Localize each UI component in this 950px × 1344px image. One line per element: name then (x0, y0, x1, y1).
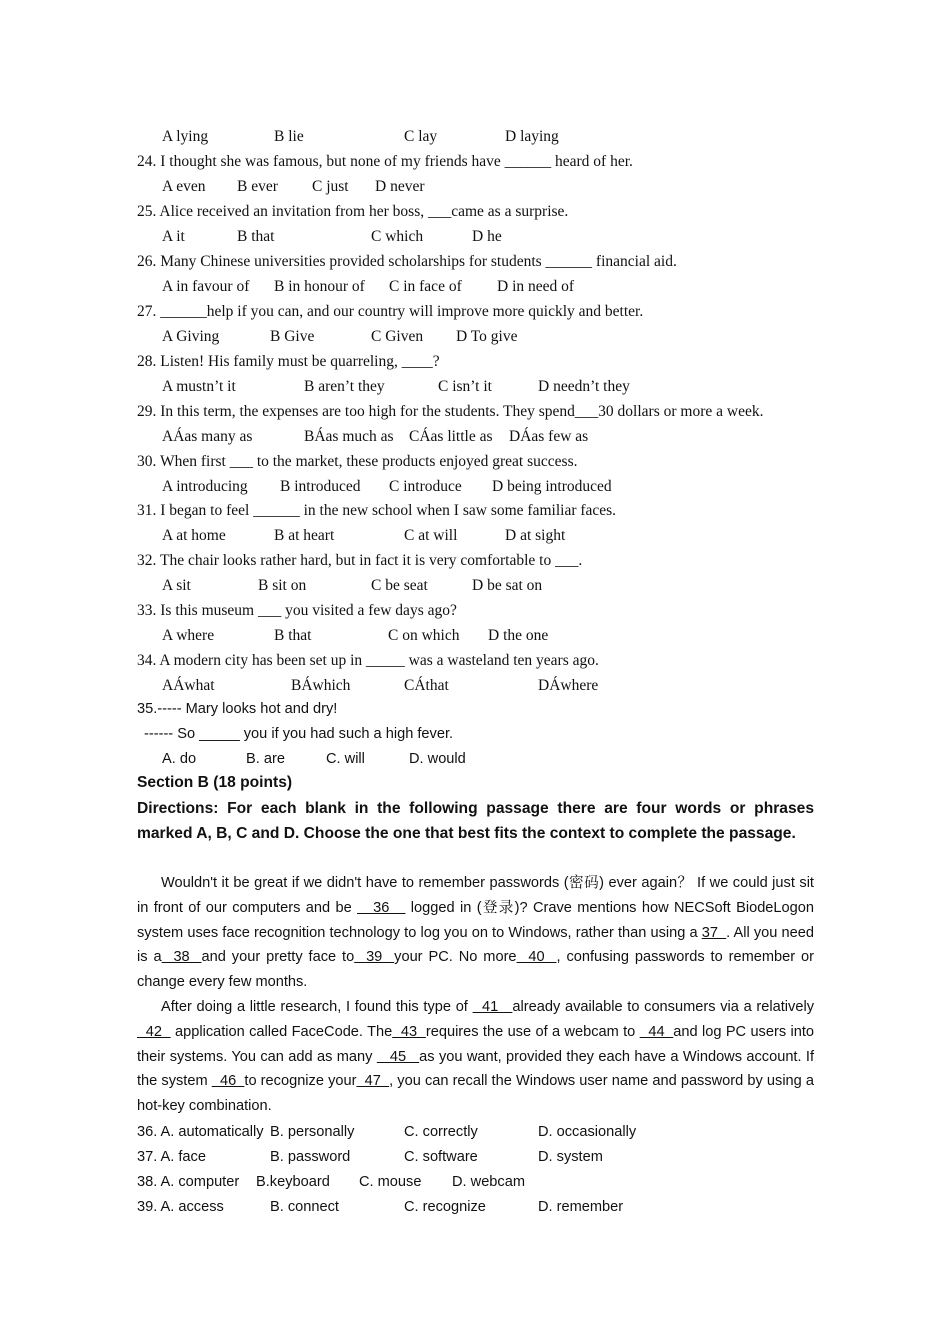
option-d: D the one (488, 627, 549, 644)
option-d: D be sat on (472, 577, 543, 594)
option-a: A where (162, 627, 215, 644)
question-stem: 24. I thought she was famous, but none of my friends have ______ heard of her. (137, 153, 633, 170)
option-a: A even (162, 178, 206, 195)
option-c: C. recognize (404, 1199, 486, 1215)
blank-45: 45 (376, 1048, 420, 1065)
option-d: D needn’t they (538, 378, 630, 395)
option-b: BÁas much as (304, 428, 394, 445)
section-title: Section B (18 points) (137, 774, 293, 791)
option-c: C. correctly (404, 1124, 478, 1140)
option-b: B that (237, 228, 275, 245)
question-stem: 35.----- Mary looks hot and dry! (137, 701, 338, 717)
option-b: B sit on (258, 577, 307, 594)
passage-text: to recognize your (244, 1073, 357, 1090)
option-b: B Give (270, 328, 315, 345)
option-a: 37. A. face (137, 1149, 206, 1165)
option-d: D in need of (497, 278, 575, 295)
question-stem: 30. When first ___ to the market, these products enjoyed great success. (137, 453, 578, 470)
option-a: 38. A. computer (137, 1174, 240, 1190)
option-d: D at sight (505, 527, 566, 544)
option-a: A sit (162, 577, 191, 594)
passage-text: Wouldn't it be great if we didn't have to remember passwords (密码) ever again？ If we could just sit in front of our computers and be (137, 875, 814, 916)
option-d: D. webcam (452, 1174, 525, 1190)
option-c: CÁthat (404, 677, 449, 694)
passage-text: and log PC users into their systems. You can add as many (137, 1023, 815, 1065)
option-a: 36. A. automatically (137, 1124, 264, 1140)
passage-paragraph-2 (137, 995, 814, 1119)
option-d: DÁwhere (538, 677, 599, 694)
passage-paragraph-1 (137, 871, 814, 995)
passage-text: as you want, provided they each have a Windows account. If the system (137, 1048, 815, 1090)
option-c: C lay (404, 128, 438, 145)
passage-text: . All you need is a (137, 924, 814, 966)
question-stem: 26. Many Chinese universities provided scholarships for students ______ financial aid. (137, 253, 677, 270)
option-d: D laying (505, 128, 559, 145)
option-b: B. password (270, 1149, 351, 1165)
option-a: A introducing (162, 478, 248, 495)
option-b: B that (274, 627, 312, 644)
blank-47: 47 (356, 1073, 390, 1090)
question-stem: 33. Is this museum ___ you visited a few days ago? (137, 602, 457, 619)
option-b: B. personally (270, 1124, 355, 1140)
blank-44: 44 (639, 1023, 674, 1040)
option-d: D never (375, 178, 425, 195)
option-a: A it (162, 228, 185, 245)
option-a: A in favour of (162, 278, 250, 295)
passage-text: and your pretty face to (201, 949, 355, 966)
option-b: B.keyboard (256, 1174, 330, 1190)
option-b: BÁwhich (291, 677, 351, 694)
option-d: DÁas few as (509, 428, 589, 445)
option-a: A at home (162, 527, 226, 544)
question-stem: 34. A modern city has been set up in _____ was a wasteland ten years ago. (137, 652, 599, 669)
blank-46: 46 (211, 1073, 245, 1090)
passage-text: , you can recall the Windows user name and password by using a hot-key combination. (137, 1073, 815, 1115)
section-directions: Directions: For each blank in the following passage there are four words or phrases marked A, B, C and D. Choose the one that best fits the context to complete the passage. (137, 800, 814, 842)
option-b: B introduced (280, 478, 361, 495)
passage-text: , confusing passwords to remember or change every few months. (137, 949, 815, 991)
option-a: AÁwhat (162, 677, 215, 694)
question-stem: 29. In this term, the expenses are too high for the students. They spend___30 dollars or more a week. (137, 403, 764, 420)
question-stem-reply: ------ So _____ you if you had such a high fever. (144, 726, 454, 742)
option-c: C in face of (389, 278, 462, 295)
option-d: D. would (409, 751, 466, 767)
blank-36: 36 (357, 899, 406, 916)
passage-text: After doing a little research, I found this type of (161, 999, 473, 1015)
option-c: C. mouse (359, 1174, 422, 1190)
option-c: C introduce (389, 478, 462, 495)
blank-38: 38 (161, 949, 202, 966)
passage-text: requires the use of a webcam to (425, 1023, 640, 1040)
option-d: D. remember (538, 1199, 624, 1215)
question-stem: 28. Listen! His family must be quarreling, ____? (137, 353, 440, 370)
passage-text: your PC. No more (394, 949, 517, 966)
blank-43: 43 (392, 1023, 426, 1040)
option-d: D being introduced (492, 478, 612, 495)
option-c: C just (312, 178, 349, 195)
option-b: B aren’t they (304, 378, 385, 395)
option-c: C at will (404, 527, 458, 544)
blank-40: 40 (516, 949, 557, 966)
blank-42: 42 (137, 1023, 171, 1040)
blank-37: 37 (701, 924, 727, 941)
option-b: B ever (237, 178, 278, 195)
blank-41: 41 (472, 999, 513, 1015)
option-b: B at heart (274, 527, 335, 544)
option-c: C be seat (371, 577, 428, 594)
option-c: C. software (404, 1149, 478, 1165)
question-stem: 27. ______help if you can, and our country will improve more quickly and better. (137, 303, 644, 320)
passage-text: already available to consumers via a relatively (512, 999, 815, 1015)
option-a: A Giving (162, 328, 220, 345)
option-c: C. will (326, 751, 365, 767)
question-stem: 31. I began to feel ______ in the new school when I saw some familiar faces. (137, 502, 617, 519)
option-b: B. connect (270, 1199, 339, 1215)
option-d: D To give (456, 328, 518, 345)
option-d: D. occasionally (538, 1124, 637, 1140)
option-c: C isn’t it (438, 378, 492, 395)
option-c: C on which (388, 627, 460, 644)
option-a: A. do (162, 751, 197, 767)
option-a: A lying (162, 128, 209, 145)
option-a: A mustn’t it (162, 378, 236, 395)
option-d: D. system (538, 1149, 603, 1165)
blank-39: 39 (354, 949, 395, 966)
passage-text: application called FaceCode. The (170, 1023, 393, 1040)
option-c: CÁas little as (409, 428, 493, 445)
option-a: AÁas many as (162, 428, 253, 445)
question-stem: 25. Alice received an invitation from her boss, ___came as a surprise. (137, 203, 569, 220)
option-a: 39. A. access (137, 1199, 224, 1215)
option-c: C which (371, 228, 424, 245)
option-d: D he (472, 228, 502, 245)
question-stem: 32. The chair looks rather hard, but in fact it is very comfortable to ___. (137, 552, 583, 569)
passage-text: logged in (登录)? Crave mentions how NECSoft BiodeLogon system uses face recognition technology to log you on to Windows, rather than using a (137, 899, 815, 941)
option-b: B. are (246, 751, 285, 767)
option-c: C Given (371, 328, 424, 345)
option-b: B in honour of (274, 278, 365, 295)
option-b: B lie (274, 128, 304, 145)
